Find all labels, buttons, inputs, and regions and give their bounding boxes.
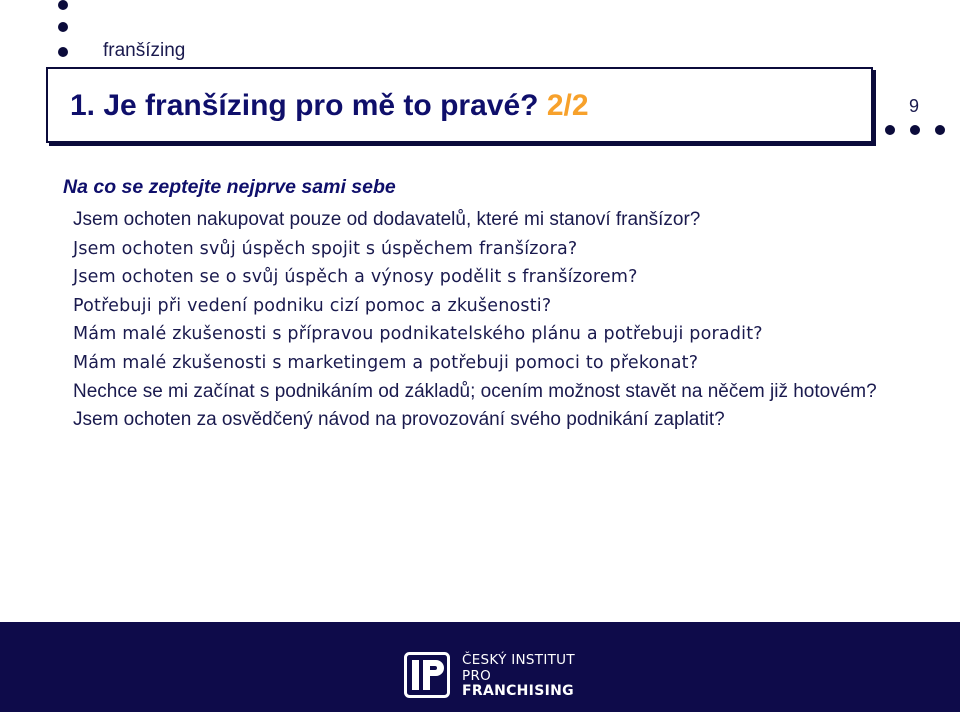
question-item: Mám malé zkušenosti s přípravou podnikatelského plánu a potřebuji poradit? [73, 324, 763, 344]
logo-line: FRANCHISING [462, 683, 574, 699]
question-item: Nechce se mi začínat s podnikáním od základů; ocením možnost stavět na něčem již hotovém? [73, 381, 877, 402]
page-number: 9 [909, 96, 920, 116]
question-item: Mám malé zkušenosti s marketingem a potřebuji pomoci to překonat? [73, 352, 699, 373]
section-label: franšízing [103, 40, 186, 61]
logo-line: PRO [462, 667, 492, 684]
slide-title [70, 89, 589, 123]
decor-dot [58, 0, 68, 10]
cip-logo-icon [404, 652, 450, 698]
title-part: 2/2 [546, 89, 589, 122]
logo-line: ČESKÝ INSTITUT [462, 652, 575, 668]
title-main: 1. Je franšízing pro mě to pravé? [70, 89, 539, 122]
footer-bar [0, 622, 960, 712]
question-list [73, 206, 923, 435]
question-item: Jsem ochoten se o svůj úspěch a výnosy podělit s franšízorem? [73, 267, 638, 287]
content-heading: Na co se zeptejte nejprve sami sebe [63, 176, 396, 198]
decor-dot [935, 125, 945, 135]
decor-dot [58, 47, 68, 57]
decor-dot [885, 125, 895, 135]
question-item: Jsem ochoten svůj úspěch spojit s úspěchem franšízora? [73, 238, 578, 259]
decor-dot [58, 22, 68, 32]
question-item: Potřebuji při vedení podniku cizí pomoc a zkušenosti? [73, 295, 552, 316]
question-item: Jsem ochoten nakupovat pouze od dodavatelů, které mi stanoví franšízor? [73, 209, 701, 230]
logo-text [462, 653, 575, 700]
decor-dot [910, 125, 920, 135]
question-item: Jsem ochoten za osvědčený návod na provozování svého podnikání zaplatit? [73, 409, 725, 430]
title-box [46, 67, 873, 143]
